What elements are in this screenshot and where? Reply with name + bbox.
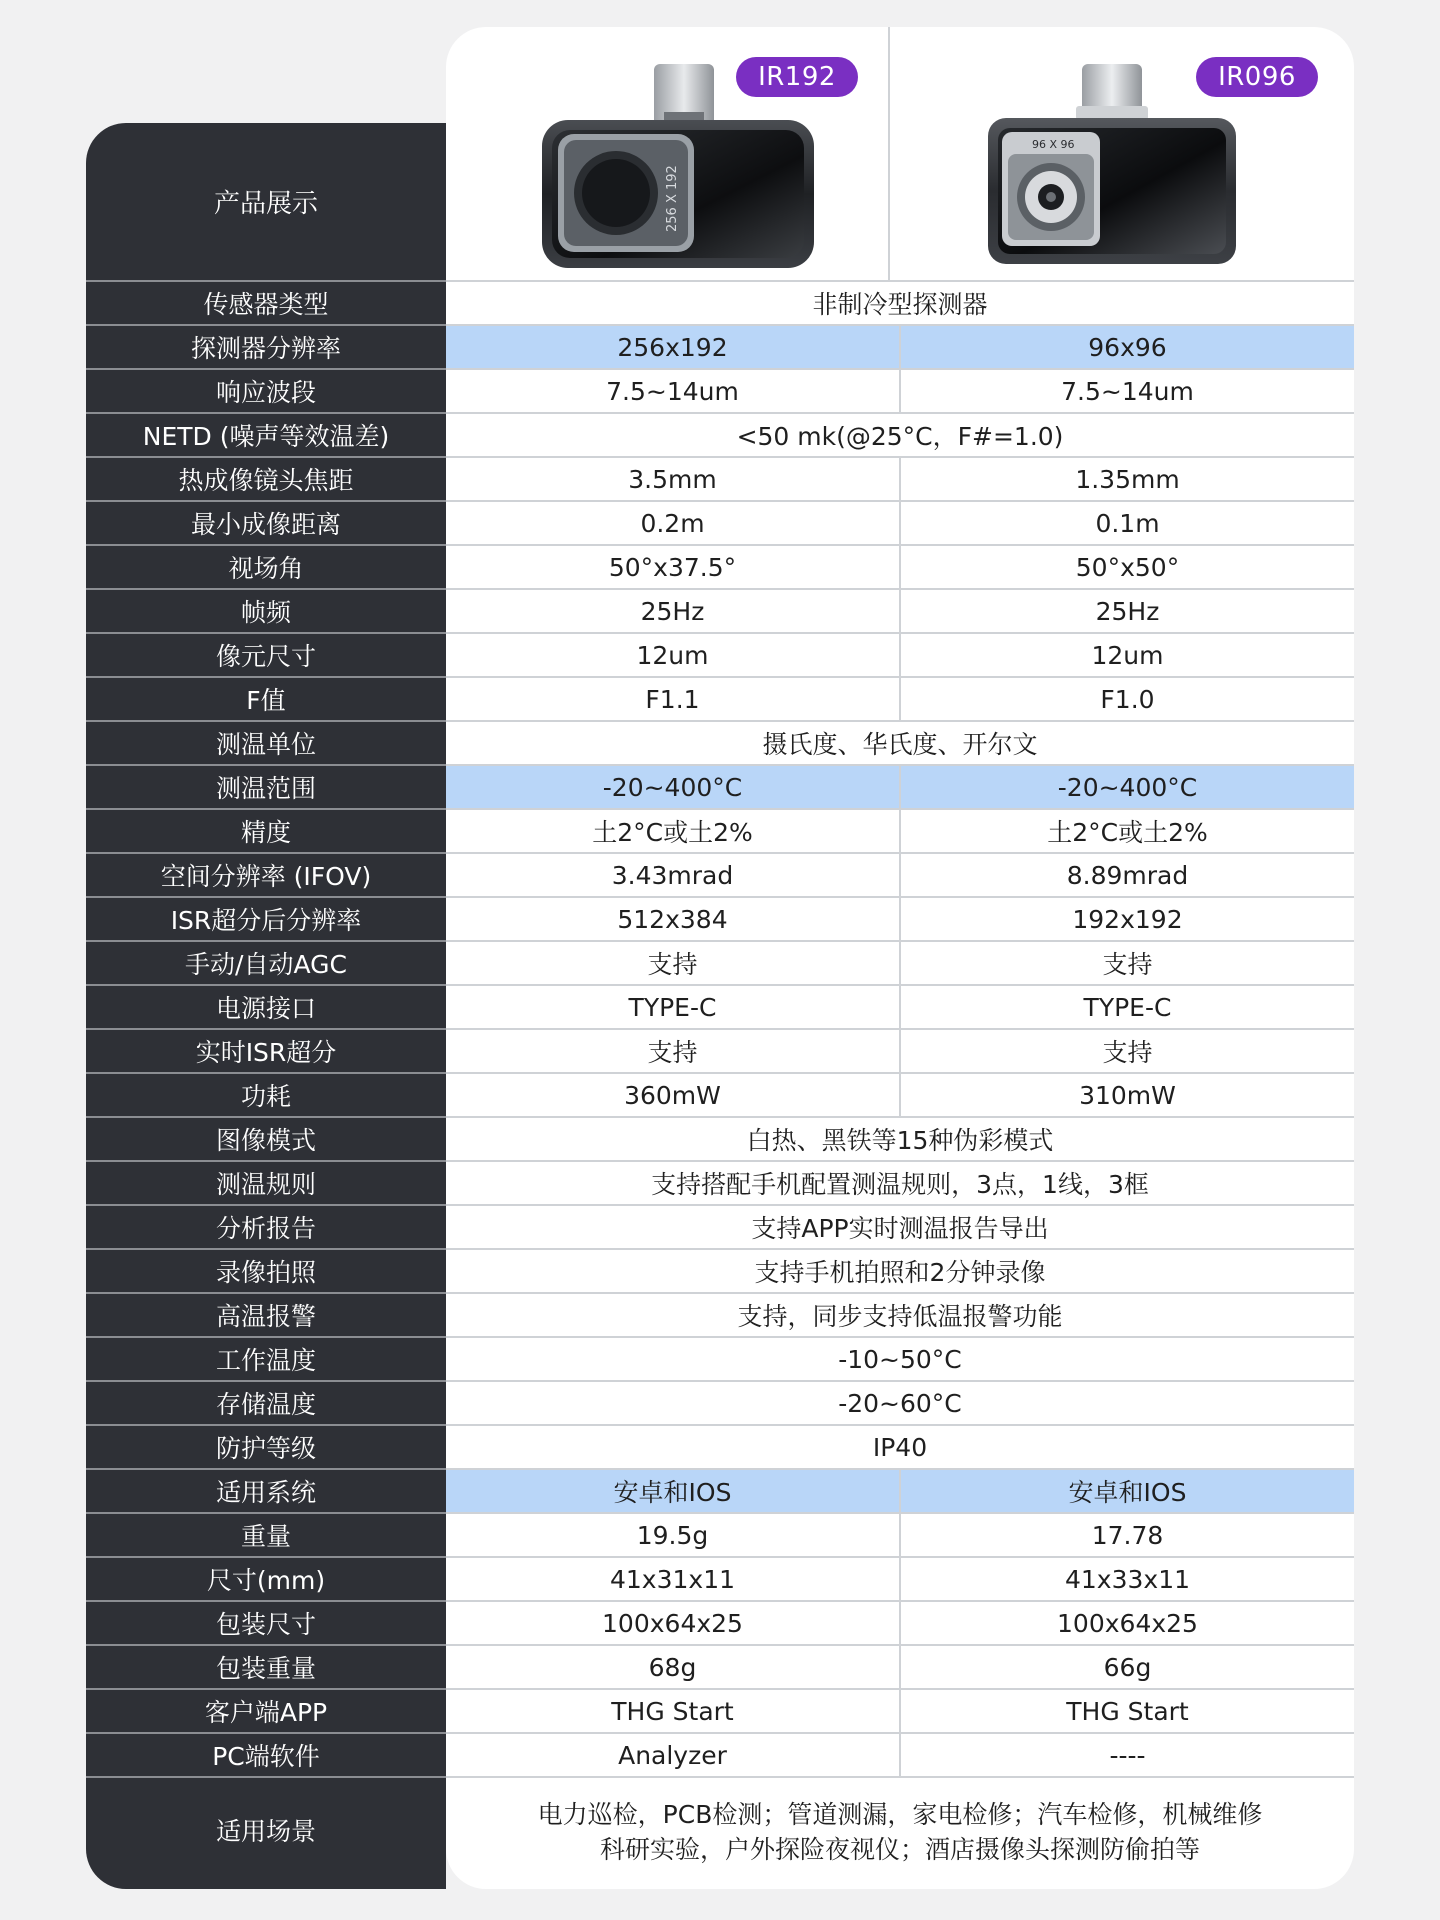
spec-label: 适用系统 (86, 1469, 446, 1513)
spec-label: 空间分辨率 (IFOV) (86, 853, 446, 897)
spec-row (86, 1469, 1354, 1513)
spec-value-ir096: 310mW (900, 1073, 1354, 1117)
spec-value-ir096: 支持 (900, 1029, 1354, 1073)
spec-row (86, 1249, 1354, 1293)
spec-row (86, 1689, 1354, 1733)
spec-label: 存储温度 (86, 1381, 446, 1425)
spec-label: PC端软件 (86, 1733, 446, 1777)
spec-value-ir192: THG Start (446, 1689, 900, 1733)
spec-row (86, 941, 1354, 985)
spec-value-shared: 支持搭配手机配置测温规则，3点，1线，3框 (446, 1161, 1354, 1205)
spec-row (86, 325, 1354, 369)
spec-label: 视场角 (86, 545, 446, 589)
spec-value-ir192: 安卓和IOS (446, 1469, 900, 1513)
spec-value-ir096: 12um (900, 633, 1354, 677)
spec-value-ir096: 66g (900, 1645, 1354, 1689)
spec-label: 帧频 (86, 589, 446, 633)
spec-value-ir096: 支持 (900, 941, 1354, 985)
spec-row (86, 501, 1354, 545)
sensor-marking-ir096: 96 X 96 (1032, 138, 1075, 151)
spec-value-ir192: 100x64x25 (446, 1601, 900, 1645)
spec-value-ir096: 安卓和IOS (900, 1469, 1354, 1513)
spec-value-ir192: 50°x37.5° (446, 545, 900, 589)
spec-value-shared: -20~60°C (446, 1381, 1354, 1425)
spec-label: 适用场景 (86, 1777, 446, 1885)
spec-label: 手动/自动AGC (86, 941, 446, 985)
spec-label: 尺寸(mm) (86, 1557, 446, 1601)
spec-label: 测温规则 (86, 1161, 446, 1205)
spec-label: 测温单位 (86, 721, 446, 765)
spec-row (86, 1513, 1354, 1557)
spec-row (86, 1205, 1354, 1249)
spec-value-ir096: ---- (900, 1733, 1354, 1777)
spec-row (86, 765, 1354, 809)
spec-value-ir096: 土2°C或土2% (900, 809, 1354, 853)
spec-label: 电源接口 (86, 985, 446, 1029)
spec-value-ir192: 25Hz (446, 589, 900, 633)
spec-label: 分析报告 (86, 1205, 446, 1249)
spec-value-ir192: 19.5g (446, 1513, 900, 1557)
spec-label: 探测器分辨率 (86, 325, 446, 369)
spec-value-ir096: 25Hz (900, 589, 1354, 633)
spec-label: 客户端APP (86, 1689, 446, 1733)
spec-row (86, 545, 1354, 589)
spec-label: 像元尺寸 (86, 633, 446, 677)
spec-label: 实时ISR超分 (86, 1029, 446, 1073)
spec-row (86, 1645, 1354, 1689)
spec-value-shared: 支持，同步支持低温报警功能 (446, 1293, 1354, 1337)
spec-label: 高温报警 (86, 1293, 446, 1337)
spec-value-ir192: 支持 (446, 1029, 900, 1073)
spec-label: 包装重量 (86, 1645, 446, 1689)
spec-value-shared (446, 1777, 1354, 1885)
spec-row (86, 677, 1354, 721)
spec-row (86, 1381, 1354, 1425)
spec-value-shared: IP40 (446, 1425, 1354, 1469)
spec-value-shared: 支持手机拍照和2分钟录像 (446, 1249, 1354, 1293)
spec-value-ir192: F1.1 (446, 677, 900, 721)
spec-row (86, 589, 1354, 633)
spec-value-ir192: Analyzer (446, 1733, 900, 1777)
spec-value-ir096: -20~400°C (900, 765, 1354, 809)
spec-row (86, 1073, 1354, 1117)
spec-value-ir096: 100x64x25 (900, 1601, 1354, 1645)
spec-row (86, 281, 1354, 325)
product-image-ir096 (986, 62, 1238, 272)
spec-value-shared: 摄氏度、华氏度、开尔文 (446, 721, 1354, 765)
model-badge-ir096: IR096 (1196, 57, 1318, 97)
spec-row (86, 633, 1354, 677)
spec-value-ir192: 12um (446, 633, 900, 677)
thermal-camera-ir096-icon (986, 62, 1238, 272)
spec-value-ir096: 8.89mrad (900, 853, 1354, 897)
spec-row (86, 853, 1354, 897)
spec-label: 测温范围 (86, 765, 446, 809)
spec-value-line: 科研实验，户外探险夜视仪；酒店摄像头探测防偷拍等 (599, 1834, 1200, 1864)
column-divider (888, 27, 890, 280)
spec-row (86, 1777, 1354, 1885)
spec-value-ir096: 7.5~14um (900, 369, 1354, 413)
spec-value-shared: 白热、黑铁等15种伪彩模式 (446, 1117, 1354, 1161)
spec-label: 工作温度 (86, 1337, 446, 1381)
spec-value-ir096: 17.78 (900, 1513, 1354, 1557)
spec-value-ir096: 41x33x11 (900, 1557, 1354, 1601)
spec-row (86, 369, 1354, 413)
spec-label: 功耗 (86, 1073, 446, 1117)
spec-value-ir192: 360mW (446, 1073, 900, 1117)
spec-label: 响应波段 (86, 369, 446, 413)
spec-row (86, 413, 1354, 457)
spec-value-ir192: 41x31x11 (446, 1557, 900, 1601)
spec-value-shared: 非制冷型探测器 (446, 281, 1354, 325)
spec-row (86, 1425, 1354, 1469)
spec-label: NETD (噪声等效温差) (86, 413, 446, 457)
spec-value-shared: -10~50°C (446, 1337, 1354, 1381)
spec-label: 传感器类型 (86, 281, 446, 325)
spec-value-ir192: 68g (446, 1645, 900, 1689)
spec-label: ISR超分后分辨率 (86, 897, 446, 941)
spec-value-line: 电力巡检，PCB检测；管道测漏，家电检修；汽车检修，机械维修 (537, 1799, 1263, 1829)
spec-value-ir096: 192x192 (900, 897, 1354, 941)
spec-value-ir096: 1.35mm (900, 457, 1354, 501)
spec-label: F值 (86, 677, 446, 721)
spec-label: 最小成像距离 (86, 501, 446, 545)
sensor-marking-ir192: 256 X 192 (665, 165, 680, 232)
spec-row (86, 1117, 1354, 1161)
spec-value-ir192: 3.5mm (446, 457, 900, 501)
product-showcase-label: 产品展示 (213, 189, 318, 219)
spec-value-ir192: TYPE-C (446, 985, 900, 1029)
spec-label: 精度 (86, 809, 446, 853)
spec-value-ir192: 3.43mrad (446, 853, 900, 897)
spec-value-ir192: 支持 (446, 941, 900, 985)
spec-label: 热成像镜头焦距 (86, 457, 446, 501)
spec-row (86, 1337, 1354, 1381)
spec-row (86, 897, 1354, 941)
spec-value-ir096: TYPE-C (900, 985, 1354, 1029)
spec-value-shared: 支持APP实时测温报告导出 (446, 1205, 1354, 1249)
spec-label: 重量 (86, 1513, 446, 1557)
spec-table (86, 280, 1354, 1885)
spec-row (86, 1161, 1354, 1205)
spec-value-ir192: 0.2m (446, 501, 900, 545)
spec-row (86, 1601, 1354, 1645)
spec-value-ir192: 土2°C或土2% (446, 809, 900, 853)
spec-value-ir096: F1.0 (900, 677, 1354, 721)
spec-value-ir096: THG Start (900, 1689, 1354, 1733)
spec-value-ir096: 0.1m (900, 501, 1354, 545)
spec-row (86, 721, 1354, 765)
spec-row (86, 457, 1354, 501)
spec-value-ir096: 96x96 (900, 325, 1354, 369)
spec-label: 包装尺寸 (86, 1601, 446, 1645)
spec-row (86, 1733, 1354, 1777)
spec-row (86, 1029, 1354, 1073)
spec-value-shared: <50 mk(@25°C，F#=1.0) (446, 413, 1354, 457)
spec-value-ir192: 7.5~14um (446, 369, 900, 413)
spec-row (86, 809, 1354, 853)
spec-row (86, 1557, 1354, 1601)
spec-value-ir192: 512x384 (446, 897, 900, 941)
model-badge-ir192: IR192 (736, 57, 858, 97)
spec-label: 录像拍照 (86, 1249, 446, 1293)
spec-value-ir192: -20~400°C (446, 765, 900, 809)
spec-label: 防护等级 (86, 1425, 446, 1469)
spec-value-ir192: 256x192 (446, 325, 900, 369)
spec-label: 图像模式 (86, 1117, 446, 1161)
spec-row (86, 1293, 1354, 1337)
spec-row (86, 985, 1354, 1029)
spec-value-ir096: 50°x50° (900, 545, 1354, 589)
